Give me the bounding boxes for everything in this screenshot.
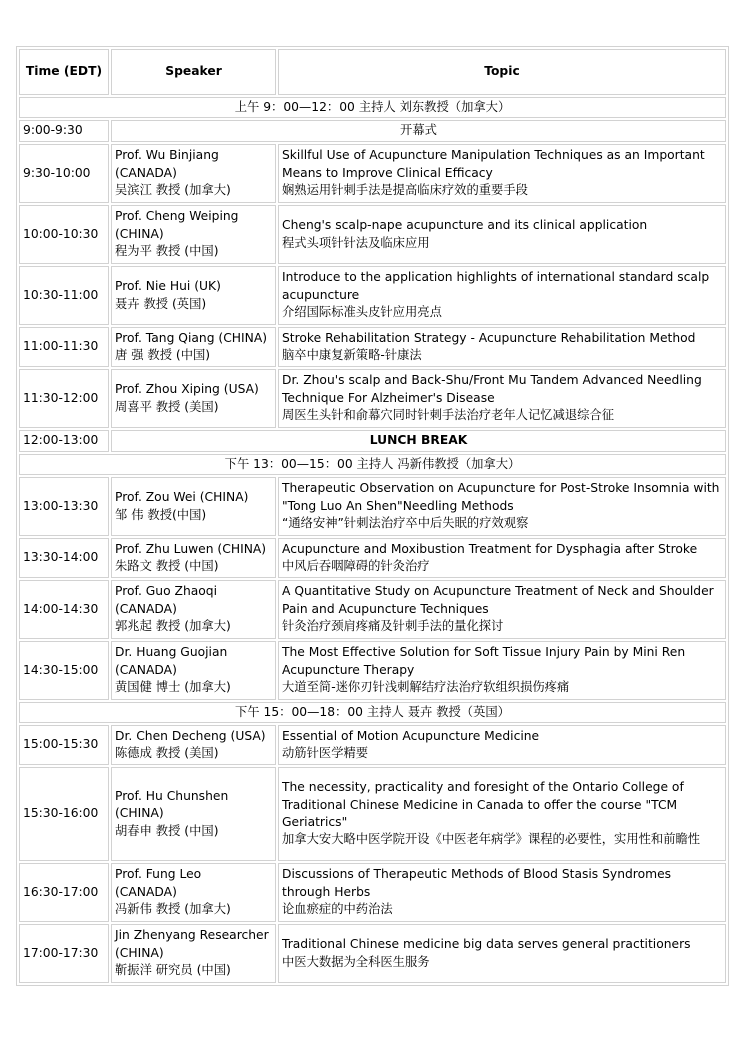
topic-chinese: 介绍国际标准头皮针应用亮点 (282, 305, 442, 320)
opening-label: 开幕式 (111, 120, 726, 142)
row-speaker (111, 144, 276, 203)
speaker-line: 唐 强 教授 (中国) (115, 348, 211, 362)
table-row (19, 538, 726, 578)
table-row (19, 767, 726, 861)
topic-chinese: 针灸治疗颈肩疼痛及针刺手法的量化探讨 (282, 619, 504, 634)
table-row (19, 144, 726, 203)
topic-chinese: 程式头项针针法及临床应用 (282, 235, 430, 250)
topic-english: Introduce to the application highlights of international standard scalp acupuncture (282, 270, 710, 302)
session-row (19, 702, 726, 723)
row-speaker (111, 327, 276, 367)
header-speaker: Speaker (111, 49, 276, 95)
row-time: 9:30-10:00 (19, 144, 109, 203)
session-row (19, 97, 726, 118)
row-speaker (111, 863, 276, 922)
row-topic (278, 266, 726, 325)
header-time: Time (EDT) (19, 49, 109, 95)
row-time: 16:30-17:00 (19, 863, 109, 922)
row-topic (278, 369, 726, 428)
table-row (19, 924, 726, 983)
speaker-line: Prof. Tang Qiang (CHINA) (115, 330, 268, 345)
speaker-line: Prof. Zou Wei (CHINA) (115, 490, 249, 505)
header-topic: Topic (278, 49, 726, 95)
row-time: 10:30-11:00 (19, 266, 109, 325)
speaker-line: Dr. Huang Guojian (115, 645, 228, 660)
topic-english: Stroke Rehabilitation Strategy - Acupuncture Rehabilitation Method (282, 330, 696, 345)
row-time: 11:00-11:30 (19, 327, 109, 367)
speaker-line: 程为平 教授 (中国) (115, 244, 219, 259)
table-row (19, 725, 726, 765)
table-row (19, 369, 726, 428)
row-topic (278, 725, 726, 765)
topic-chinese: 中医大数据为全科医生服务 (282, 954, 430, 969)
topic-english: A Quantitative Study on Acupuncture Treatment of Neck and Shoulder Pain and Acupuncture Techniques (282, 584, 714, 616)
header-row (19, 49, 726, 95)
table-row (19, 327, 726, 367)
row-time: 13:00-13:30 (19, 477, 109, 536)
topic-chinese: 娴熟运用针刺手法是提高临床疗效的重要手段 (282, 183, 528, 198)
table-row (19, 266, 726, 325)
schedule-body (19, 49, 726, 983)
topic-chinese: 脑卒中康复新策略-针康法 (282, 348, 422, 362)
speaker-line: (CHINA) (115, 945, 164, 960)
row-time: 17:00-17:30 (19, 924, 109, 983)
speaker-line: Prof. Wu Binjiang (115, 148, 219, 163)
lunch-label: LUNCH BREAK (111, 430, 726, 452)
opening-time: 9:00-9:30 (19, 120, 109, 142)
table-row (19, 863, 726, 922)
topic-chinese: 中风后吞咽障碍的针灸治疗 (282, 559, 430, 573)
topic-english: Therapeutic Observation on Acupuncture for Post-Stroke Insomnia with "Tong Luo An Shen"Needling Methods (282, 481, 720, 513)
speaker-line: (CHINA) (115, 806, 164, 821)
speaker-line: Dr. Chen Decheng (USA) (115, 728, 266, 743)
row-speaker (111, 369, 276, 428)
row-speaker (111, 580, 276, 639)
table-row (19, 580, 726, 639)
session-row (19, 454, 726, 475)
row-speaker (111, 266, 276, 325)
row-speaker (111, 725, 276, 765)
row-speaker (111, 924, 276, 983)
row-topic (278, 641, 726, 700)
opening-row (19, 120, 726, 142)
topic-english: Discussions of Therapeutic Methods of Blood Stasis Syndromes through Herbs (282, 867, 672, 899)
topic-english: The necessity, practicality and foresight of the Ontario College of Traditional Chinese Medicine in Canada to offer the course "TCM Geriatrics" (282, 780, 684, 829)
row-time: 10:00-10:30 (19, 205, 109, 264)
topic-chinese: 动筋针医学精要 (282, 746, 369, 760)
speaker-line: Jin Zhenyang Researcher (115, 928, 269, 943)
row-time: 14:30-15:00 (19, 641, 109, 700)
speaker-line: (CANADA) (115, 662, 177, 677)
row-speaker (111, 477, 276, 536)
speaker-line: 胡春申 教授 (中国) (115, 823, 219, 838)
row-topic (278, 767, 726, 861)
row-topic (278, 538, 726, 578)
topic-english: Traditional Chinese medicine big data serves general practitioners (282, 937, 691, 952)
speaker-line: (CHINA) (115, 226, 164, 241)
speaker-line: 聂卉 教授 (英国) (115, 296, 207, 311)
speaker-line: 周喜平 教授 (美国) (115, 399, 219, 414)
topic-english: Dr. Zhou's scalp and Back-Shu/Front Mu Tandem Advanced Needling Technique For Alzheimer's Disease (282, 373, 702, 405)
speaker-line: Prof. Hu Chunshen (115, 788, 229, 803)
row-time: 15:30-16:00 (19, 767, 109, 861)
row-time: 15:00-15:30 (19, 725, 109, 765)
row-topic (278, 863, 726, 922)
row-speaker (111, 538, 276, 578)
lunch-time: 12:00-13:00 (19, 430, 109, 452)
speaker-line: Prof. Nie Hui (UK) (115, 279, 221, 294)
topic-chinese: 论血瘀症的中药治法 (282, 902, 393, 917)
session-header: 下午 15：00—18：00 主持人 聂卉 教授（英国） (19, 702, 726, 723)
row-topic (278, 924, 726, 983)
speaker-line: 朱路文 教授 (中国) (115, 559, 219, 573)
row-time: 13:30-14:00 (19, 538, 109, 578)
table-row (19, 477, 726, 536)
row-speaker (111, 205, 276, 264)
topic-english: Skillful Use of Acupuncture Manipulation Techniques as an Important Means to Improve Clinical Efficacy (282, 148, 705, 180)
table-row (19, 641, 726, 700)
row-topic (278, 477, 726, 536)
speaker-line: (CANADA) (115, 601, 177, 616)
lunch-row (19, 430, 726, 452)
table-row (19, 205, 726, 264)
speaker-line: (CANADA) (115, 165, 177, 180)
speaker-line: Prof. Zhou Xiping (USA) (115, 382, 259, 397)
row-topic (278, 327, 726, 367)
speaker-line: 靳振洋 研究员 (中国) (115, 963, 231, 978)
schedule-table (16, 46, 729, 986)
topic-english: Essential of Motion Acupuncture Medicine (282, 728, 540, 743)
speaker-line: Prof. Zhu Luwen (CHINA) (115, 541, 267, 556)
speaker-line: (CANADA) (115, 884, 177, 899)
speaker-line: 陈德成 教授 (美国) (115, 746, 219, 760)
topic-chinese: 大道至简-迷你刃针浅刺解结疗法治疗软组织损伤疼痛 (282, 680, 570, 695)
row-time: 11:30-12:00 (19, 369, 109, 428)
speaker-line: 吴滨江 教授 (加拿大) (115, 183, 231, 198)
speaker-line: 黄国健 博士 (加拿大) (115, 680, 231, 695)
speaker-line: 冯新伟 教授 (加拿大) (115, 902, 231, 917)
speaker-line: Prof. Fung Leo (115, 867, 202, 882)
topic-chinese: 加拿大安大略中医学院开设《中医老年病学》课程的必要性，实用性和前瞻性 (282, 832, 701, 847)
row-speaker (111, 641, 276, 700)
row-time: 14:00-14:30 (19, 580, 109, 639)
topic-english: Acupuncture and Moxibustion Treatment for Dysphagia after Stroke (282, 541, 698, 556)
topic-english: Cheng's scalp-nape acupuncture and its clinical application (282, 218, 648, 233)
row-topic (278, 205, 726, 264)
row-topic (278, 580, 726, 639)
session-header: 下午 13：00—15：00 主持人 冯新伟教授（加拿大） (19, 454, 726, 475)
topic-chinese: 周医生头针和俞幕穴同时针刺手法治疗老年人记忆减退综合征 (282, 408, 615, 423)
speaker-line: 邹 伟 教授(中国) (115, 507, 207, 522)
row-topic (278, 144, 726, 203)
topic-chinese: “通络安神”针刺法治疗卒中后失眠的疗效观察 (282, 516, 529, 531)
row-speaker (111, 767, 276, 861)
topic-english: The Most Effective Solution for Soft Tissue Injury Pain by Mini Ren Acupuncture Therapy (282, 645, 686, 677)
speaker-line: Prof. Guo Zhaoqi (115, 584, 218, 599)
speaker-line: Prof. Cheng Weiping (115, 209, 239, 224)
session-morning: 上午 9：00—12：00 主持人 刘东教授（加拿大） (19, 97, 726, 118)
speaker-line: 郭兆起 教授 (加拿大) (115, 619, 231, 634)
